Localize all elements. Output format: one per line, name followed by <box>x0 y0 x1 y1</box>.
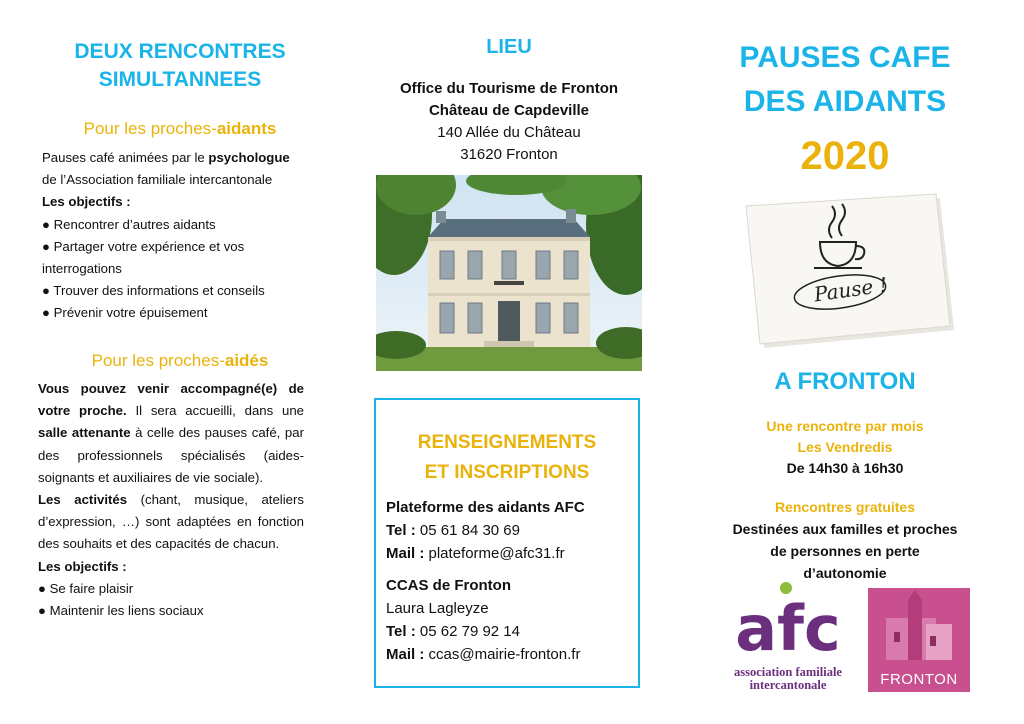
aidants-bullet: ● Partager votre expérience et vos <box>42 238 245 254</box>
info-title-line1: RENSEIGNEMENTS <box>417 432 597 453</box>
subheading-aidants-prefix: Pour les proches- <box>83 119 217 138</box>
fronton-logo-label: FRONTON <box>880 671 958 688</box>
afc-logo-mark <box>708 578 868 668</box>
subheading-aides-bold: aidés <box>224 351 269 370</box>
aidants-bullet: ● Prévenir votre épuisement <box>42 305 208 321</box>
audience-line3: d’autonomie <box>803 565 887 581</box>
right-panel <box>700 0 1000 724</box>
afc-email-label: Mail : <box>386 545 425 562</box>
aidants-bullet: ● Rencontrer d’autres aidants <box>42 216 216 232</box>
audience-line1: Destinées aux familles et proches <box>732 521 958 537</box>
chateau-photo <box>376 175 642 371</box>
subheading-aides-prefix: Pour les proches- <box>91 351 225 370</box>
lieu-title: LIEU <box>486 36 532 58</box>
aidants-text-2: de l’Association familiale intercantonale <box>42 172 273 188</box>
aides-p2-text: (chant, musique, ateliers d’expression, …) sont adaptées en fonction des souhaits et des capacités de chacun. <box>38 492 304 552</box>
main-title-line1: PAUSES CAFE <box>739 41 951 74</box>
venue-address <box>368 78 650 166</box>
aides-p2-bold: Les activités <box>38 492 128 508</box>
aides-bullet: ● Se faire plaisir <box>38 580 134 596</box>
main-title <box>700 36 990 124</box>
ccas-email-value: ccas@mairie-fronton.fr <box>424 646 581 663</box>
aides-paragraph-1 <box>38 378 304 489</box>
afc-contact-name: Plateforme des aidants AFC <box>386 499 585 516</box>
aides-p1-b: à celle des pauses café, par des professionnels spécialisés (aides-soignants et auxiliaires de vie sociale). <box>38 425 304 485</box>
subheading-aidants <box>30 119 330 139</box>
info-box <box>374 398 640 688</box>
aidants-description <box>42 147 314 325</box>
left-title-line2: SIMULTANNEES <box>98 68 262 91</box>
subheading-aides <box>30 351 330 371</box>
aides-paragraph-2 <box>38 489 304 556</box>
schedule-day: Les Vendredis <box>797 439 893 455</box>
year: 2020 <box>800 134 890 178</box>
afc-logo-line1: association familiale <box>734 665 842 679</box>
ccas-email-label: Mail : <box>386 646 425 663</box>
afc-logo-word: afc <box>735 592 841 665</box>
left-panel <box>30 0 310 724</box>
schedule-frequency: Une rencontre par mois <box>766 418 924 434</box>
aides-p1-bold2: salle attenante <box>38 425 131 441</box>
city-heading: A FRONTON <box>774 368 916 395</box>
afc-logo <box>708 578 868 690</box>
left-title-line1: DEUX RENCONTRES <box>74 40 286 63</box>
subheading-aidants-bold: aidants <box>216 119 277 138</box>
afc-logo-line2: intercantonale <box>749 678 827 692</box>
audience-info <box>700 496 990 584</box>
schedule <box>700 416 990 479</box>
audience-line2: de personnes en perte <box>770 543 920 559</box>
venue-city: 31620 Fronton <box>460 146 558 163</box>
contact-ccas <box>386 574 636 666</box>
ccas-phone-value: 05 62 79 92 14 <box>415 623 520 640</box>
main-title-line2: DES AIDANTS <box>743 85 947 118</box>
info-title <box>376 428 638 488</box>
afc-email <box>386 542 636 565</box>
middle-panel <box>368 0 650 724</box>
pause-postit <box>740 180 962 355</box>
afc-phone <box>386 519 636 542</box>
venue-building: Château de Capdeville <box>428 102 590 119</box>
aides-description <box>38 378 304 622</box>
schedule-time: De 14h30 à 16h30 <box>786 460 904 476</box>
contact-afc <box>386 496 636 565</box>
fronton-logo-mark <box>868 588 970 668</box>
aides-p1-bold: Vous pouvez venir accompagné(e) de votre proche. <box>38 381 304 419</box>
aidants-bullet: ● Trouver des informations et conseils <box>42 283 265 299</box>
afc-email-value: plateforme@afc31.fr <box>424 545 565 562</box>
aidants-bullet: interrogations <box>42 261 122 277</box>
aidants-objectifs-label: Les objectifs : <box>42 194 131 210</box>
info-title-line2: ET INSCRIPTIONS <box>424 462 590 483</box>
ccas-email <box>386 643 636 666</box>
ccas-contact-person: Laura Lagleyze <box>386 600 489 617</box>
ccas-phone <box>386 620 636 643</box>
fronton-logo <box>868 588 970 692</box>
aides-p1-a: Il sera accueilli, dans une <box>126 403 304 419</box>
afc-phone-value: 05 61 84 30 69 <box>415 522 520 539</box>
aidants-text-1a: Pauses café animées par le <box>42 150 209 165</box>
ccas-contact-name: CCAS de Fronton <box>386 577 511 594</box>
afc-phone-label: Tel : <box>386 522 416 539</box>
aides-objectifs-label: Les objectifs : <box>38 558 127 574</box>
aides-bullet: ● Maintenir les liens sociaux <box>38 603 204 619</box>
aidants-text-1b: psychologue <box>208 150 290 165</box>
venue-street: 140 Allée du Château <box>437 124 581 141</box>
ccas-phone-label: Tel : <box>386 623 416 640</box>
free-label: Rencontres gratuites <box>774 499 916 515</box>
venue-name: Office du Tourisme de Fronton <box>399 80 619 97</box>
postit-text: Pause ! <box>812 272 889 307</box>
left-title <box>30 38 330 94</box>
afc-logo-caption <box>708 666 868 692</box>
